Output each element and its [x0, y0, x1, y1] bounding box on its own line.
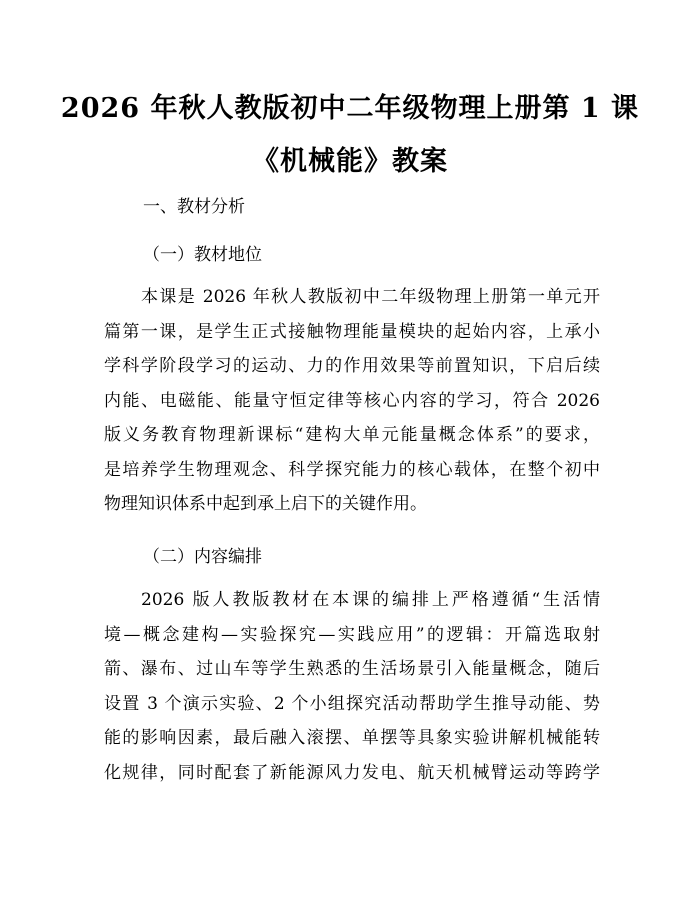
- section-heading-textbook-analysis: 一、教材分析: [143, 197, 245, 217]
- paragraph-line: 内能、电磁能、能量守恒定律等核心内容的学习，符合 2026: [104, 390, 600, 411]
- paragraph-line: 境—概念建构—实验探究—实践应用”的逻辑：开篇选取射: [104, 624, 600, 645]
- paragraph-line: 能的影响因素，最后融入滚摆、单摆等具象实验讲解机械能转: [104, 728, 600, 748]
- document-title-line-1: 2026 年秋人教版初中二年级物理上册第 1 课: [60, 93, 640, 124]
- subsection-heading-content-arrangement: （二）内容编排: [143, 547, 262, 567]
- paragraph-line: 篇第一课，是学生正式接触物理能量模块的起始内容，上承小: [104, 321, 600, 342]
- document-title-line-2: 《机械能》教案: [252, 146, 448, 177]
- paragraph-line: 化规律，同时配套了新能源风力发电、航天机械臂运动等跨学: [104, 762, 600, 783]
- paragraph-line: 版义务教育物理新课标“建构大单元能量概念体系”的要求，: [104, 425, 600, 445]
- paragraph-line: 物理知识体系中起到承上启下的关键作用。: [104, 494, 427, 514]
- paragraph-line: 箭、瀑布、过山车等学生熟悉的生活场景引入能量概念，随后: [104, 659, 600, 679]
- paragraph-textbook-position: [104, 280, 600, 522]
- paragraph-line: 本课是 2026 年秋人教版初中二年级物理上册第一单元开: [141, 287, 600, 307]
- paragraph-line: 学科学阶段学习的运动、力的作用效果等前置知识，下启后续: [104, 356, 600, 376]
- paragraph-line: 2026 版人教版教材在本课的编排上严格遵循“生活情: [141, 590, 600, 610]
- subsection-heading-textbook-position: （一）教材地位: [143, 245, 262, 265]
- paragraph-line: 是培养学生物理观念、科学探究能力的核心载体，在整个初中: [104, 459, 600, 480]
- paragraph-content-arrangement: [104, 583, 600, 790]
- paragraph-line: 设置 3 个演示实验、2 个小组探究活动帮助学生推导动能、势: [104, 693, 600, 714]
